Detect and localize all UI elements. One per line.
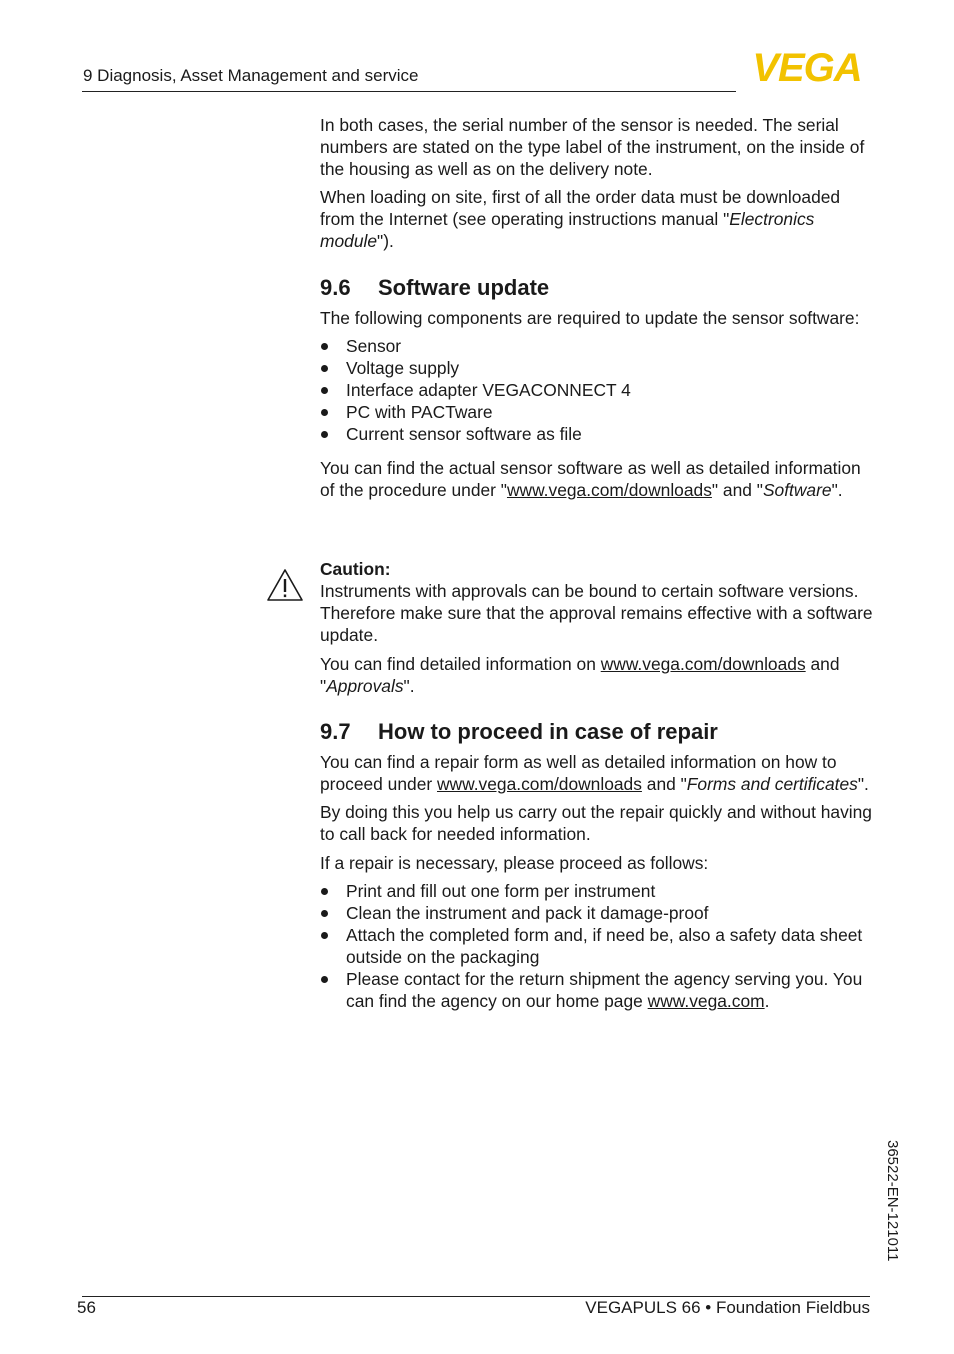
warning-triangle-icon — [266, 568, 304, 602]
section-heading-9-6: 9.6 Software update — [320, 275, 550, 300]
svg-text:VEGA: VEGA — [752, 50, 862, 84]
page-number: 56 — [77, 1298, 96, 1317]
homepage-link[interactable]: www.vega.com — [647, 991, 765, 1011]
downloads-link[interactable]: www.vega.com/downloads — [437, 774, 642, 794]
downloads-link[interactable]: www.vega.com/downloads — [600, 654, 806, 674]
section-9-7-body — [320, 751, 876, 1012]
vega-logo — [742, 50, 872, 84]
list-item: Attach the completed form and, if need be, also a safety data sheet outside on the packaging — [320, 924, 876, 968]
repair-paragraph-3: If a repair is necessary, please proceed as follows: — [320, 853, 709, 873]
header-rule — [82, 91, 736, 92]
repair-paragraph-1: You can find a repair form as well as detailed information on how to proceed under www.vega.com/downloads and "Forms and certificates". — [320, 752, 869, 794]
caution-text: Instruments with approvals can be bound to certain software versions. Therefore make sure that the approval remains effective with a software update. — [320, 581, 873, 645]
list-item: Print and fill out one form per instrument — [320, 880, 876, 902]
section-heading-9-7: 9.7 How to proceed in case of repair — [320, 719, 718, 744]
intro-block — [320, 114, 876, 252]
software-lead: The following components are required to update the sensor software: — [320, 308, 860, 328]
repair-steps-list — [320, 880, 876, 1012]
caution-block — [320, 558, 876, 697]
intro-paragraph-1: In both cases, the serial number of the sensor is needed. The serial numbers are stated on the type label of the instrument, on the inside of the housing as well as on the delivery note. — [320, 115, 865, 179]
section-9-6-body — [320, 307, 876, 501]
software-download-paragraph: You can find the actual sensor software as well as detailed information of the procedure under "www.vega.com/downloads" and "Software". — [320, 458, 861, 500]
components-list — [320, 335, 876, 445]
list-item: Current sensor software as file — [320, 423, 876, 445]
repair-paragraph-2: By doing this you help us carry out the repair quickly and without having to call back for needed information. — [320, 802, 872, 844]
list-item: Interface adapter VEGACONNECT 4 — [320, 379, 876, 401]
downloads-link[interactable]: www.vega.com/downloads — [506, 480, 712, 500]
caution-title: Caution: — [320, 559, 391, 579]
manual-title: Electronics module — [320, 209, 815, 251]
footer-title: VEGAPULS 66 • Foundation Fieldbus — [585, 1298, 870, 1317]
approvals-paragraph: You can find detailed information on www.vega.com/downloads and "Approvals". — [320, 654, 840, 696]
list-item: Voltage supply — [320, 357, 876, 379]
list-item: Please contact for the return shipment the agency serving you. You can find the agency on our home page www.vega.com. — [320, 968, 876, 1012]
list-item: Clean the instrument and pack it damage-proof — [320, 902, 876, 924]
list-item: PC with PACTware — [320, 401, 876, 423]
document-number: 36522-EN-121011 — [884, 1140, 901, 1262]
list-item: Sensor — [320, 335, 876, 357]
running-header: 9 Diagnosis, Asset Management and service — [83, 66, 419, 85]
intro-paragraph-2: When loading on site, first of all the order data must be downloaded from the Internet (see operating instructions manual "Electronics module"). — [320, 187, 841, 251]
footer-rule — [82, 1296, 870, 1297]
